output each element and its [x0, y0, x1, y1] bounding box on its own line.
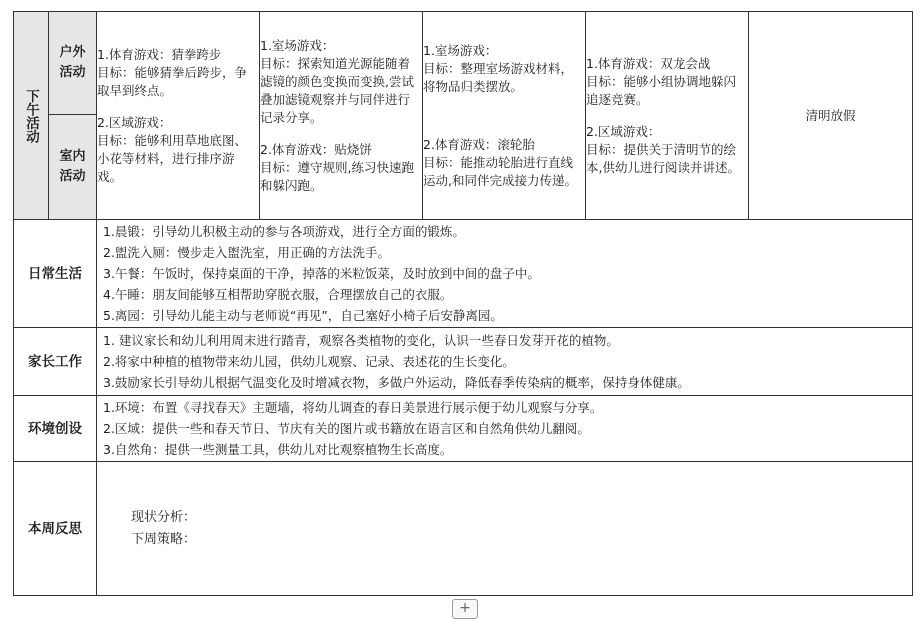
- parents-item: 2.将家中种植的植物带来幼儿园，供幼儿观察、记录、表述花的生长变化。: [103, 354, 515, 369]
- environment-content[interactable]: [97, 396, 913, 462]
- holiday-note: 清明放假: [805, 107, 856, 123]
- daily-content[interactable]: [97, 220, 913, 328]
- col2-indoor-goal: 目标：遵守规则,练习快速跑和躲闪跑。: [260, 159, 414, 193]
- col2-outdoor-title: 1.室场游戏：: [260, 37, 335, 53]
- col1-outdoor-title: 1.体育游戏：猜拳跨步: [97, 46, 222, 62]
- daily-label-cell: [14, 220, 97, 328]
- indoor-label-cell: [49, 115, 97, 220]
- col2-indoor-title: 2.体育游戏：贴烧饼: [260, 141, 372, 157]
- outdoor-label: 户外活动: [59, 45, 86, 80]
- afternoon-label-cell: [14, 12, 49, 220]
- daily-item: 2.盥洗入厕：慢步走入盥洗室，用正确的方法洗手。: [103, 245, 390, 260]
- daily-item: 5.离园：引导幼儿能主动与老师说“再见”，自己塞好小椅子后安静离园。: [103, 308, 503, 323]
- col1-outdoor-goal: 目标：能够猜拳后跨步，争取早到终点。: [97, 64, 248, 98]
- environment-item: 2.区域：提供一些和春天节日、节庆有关的图片或书籍放在语言区和自然角供幼儿翻阅。: [103, 421, 590, 436]
- afternoon-col4[interactable]: [586, 12, 749, 220]
- col3-indoor-goal: 目标：能推动轮胎进行直线运动,和同伴完成接力传递。: [423, 154, 577, 188]
- parents-label: 家长工作: [28, 353, 82, 370]
- environment-label-cell: [14, 396, 97, 462]
- outdoor-label-cell: [49, 12, 97, 115]
- parents-label-cell: [14, 328, 97, 396]
- weekly-plan-table: [13, 11, 913, 596]
- afternoon-col1[interactable]: [97, 12, 260, 220]
- afternoon-col3[interactable]: [423, 12, 586, 220]
- reflection-content[interactable]: [97, 462, 913, 596]
- col1-indoor-title: 2.区域游戏：: [97, 114, 172, 130]
- environment-item: 1.环境：布置《寻找春天》主题墙，将幼儿调查的春日美景进行展示便于幼儿观察与分享。: [103, 400, 603, 415]
- col3-indoor-title: 2.体育游戏：滚轮胎: [423, 136, 535, 152]
- afternoon-label: 下午活动: [23, 88, 39, 143]
- col3-outdoor-title: 1.室场游戏：: [423, 42, 498, 58]
- col4-indoor-goal: 目标：提供关于清明节的绘本,供幼儿进行阅读并讲述。: [586, 141, 740, 175]
- environment-label: 环境创设: [28, 420, 82, 437]
- strategy-label: 下周策略：: [131, 531, 197, 547]
- daily-item: 3.午餐：午饭时，保持桌面的干净，掉落的米粒饭菜，及时放到中间的盘子中。: [103, 266, 540, 281]
- col4-outdoor-goal: 目标：能够小组协调地躲闪追逐竞赛。: [586, 73, 737, 107]
- analysis-label: 现状分析：: [131, 509, 197, 525]
- reflection-label-cell: [14, 462, 97, 596]
- parents-content[interactable]: [97, 328, 913, 396]
- col4-outdoor-title: 1.体育游戏：双龙会战: [586, 55, 711, 71]
- col4-indoor-title: 2.区域游戏：: [586, 123, 661, 139]
- parents-item: 1. 建议家长和幼儿利用周末进行踏青，观察各类植物的变化，认识一些春日发芽开花的植物。: [103, 333, 619, 348]
- daily-label: 日常生活: [28, 265, 82, 282]
- col3-outdoor-goal: 目标：整理室场游戏材料，将物品归类摆放。: [423, 60, 574, 94]
- col1-indoor-goal: 目标：能够利用草地底图、小花等材料，进行排序游戏。: [97, 132, 248, 184]
- add-row-button[interactable]: +: [452, 599, 478, 619]
- afternoon-col5[interactable]: [749, 12, 913, 220]
- afternoon-col2[interactable]: [260, 12, 423, 220]
- parents-item: 3.鼓励家长引导幼儿根据气温变化及时增减衣物，多做户外运动，降低春季传染病的概率，保持身体健康。: [103, 375, 690, 390]
- environment-item: 3.自然角：提供一些测量工具，供幼儿对比观察植物生长高度。: [103, 442, 453, 457]
- reflection-label: 本周反思: [28, 520, 82, 537]
- indoor-label: 室内活动: [59, 149, 86, 184]
- col2-outdoor-goal: 目标：探索知道光源能随着滤镜的颜色变换而变换,尝试叠加滤镜观察并与同伴进行记录分享。: [260, 55, 414, 125]
- daily-item: 1.晨锻：引导幼儿积极主动的参与各项游戏，进行全方面的锻炼。: [103, 224, 465, 239]
- daily-item: 4.午睡：朋友间能够互相帮助穿脱衣服，合理摆放自己的衣服。: [103, 287, 453, 302]
